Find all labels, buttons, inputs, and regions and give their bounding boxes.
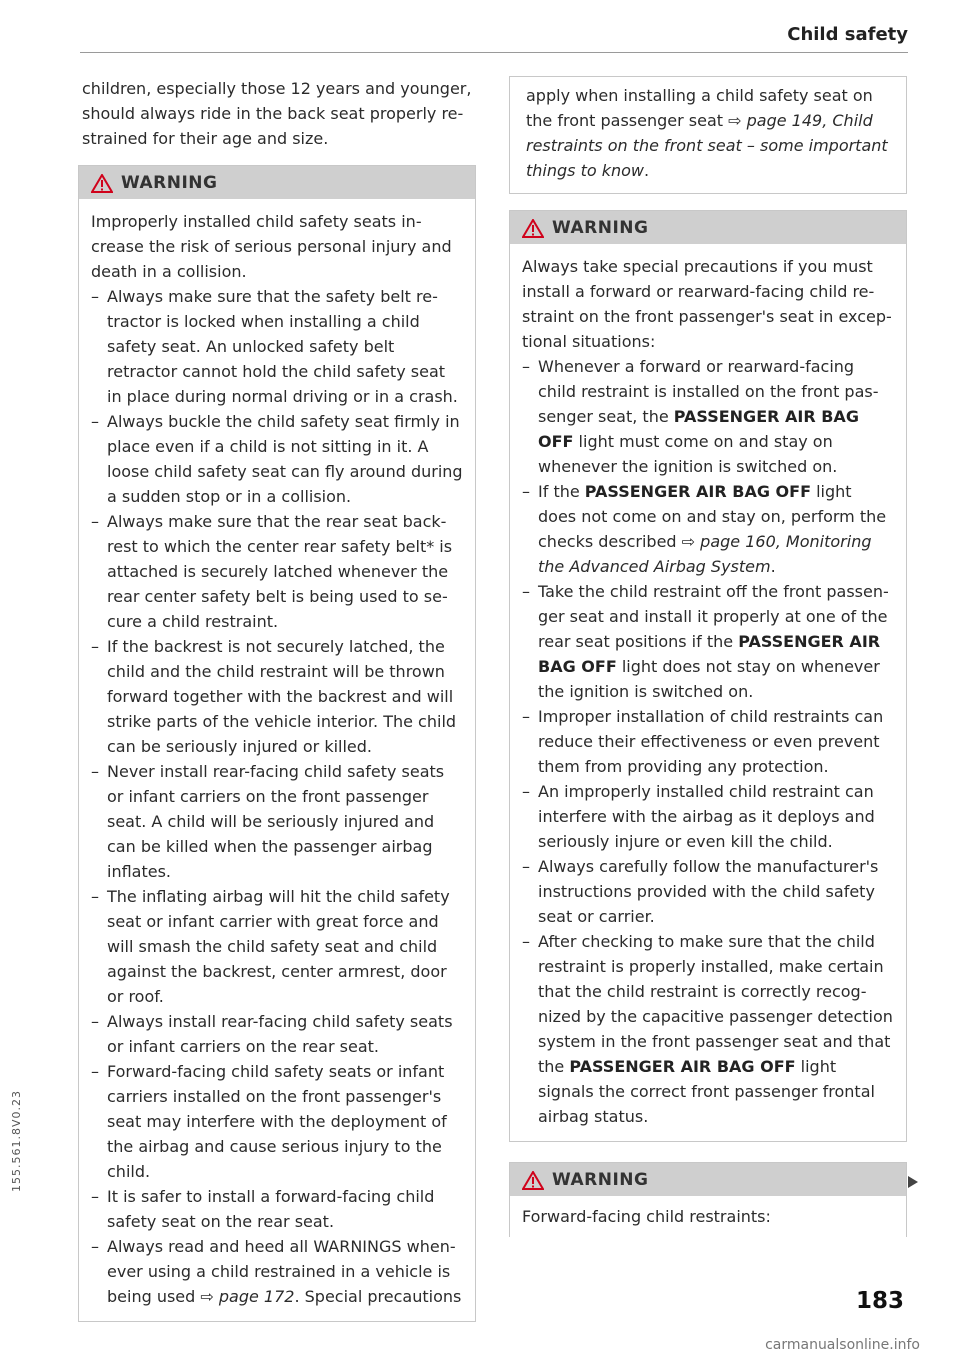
item-emphasis: PASSENGER AIR BAG OFF [538, 407, 859, 451]
warning-label: WARNING [552, 1170, 649, 1190]
watermark: carmanualsonline.info [765, 1337, 920, 1353]
item-text: . Special precautions [294, 1287, 462, 1306]
warning-lead: Forward-facing child restraints: [522, 1207, 771, 1226]
warning-header [510, 1163, 906, 1196]
header-rule [80, 52, 908, 53]
list-item: – Always carefully follow the manufacturer's instructions provided with the child safety seat or carrier. [522, 854, 894, 929]
list-item: – Improper installation of child restraints can reduce their effectiveness or even prevent them from providing any protection. [522, 704, 894, 779]
warning-label: WARNING [552, 218, 649, 238]
continue-arrow-icon [908, 1176, 918, 1188]
item-emphasis: PASSENGER AIR BAG OFF [569, 1057, 796, 1076]
warning-triangle-icon [91, 174, 113, 193]
warning-header [510, 211, 906, 244]
list-item: – Always buckle the child safety seat firmly in place even if a child is not sitting in it. A loose child safety seat can fly around during a sudden stop or in a collision. [91, 409, 463, 509]
warning-triangle-icon [522, 1171, 544, 1190]
list-item: – An improperly installed child restraint can interfere with the airbag as it deploys and seriously injure or even kill the child. [522, 779, 894, 854]
list-item: – Always make sure that the rear seat backrest to which the center rear safety belt* is attached is securely latched whenever the rear center safety belt is being used to secure a child restraint. [91, 509, 463, 634]
list-item: – Forward-facing child safety seats or infant carriers installed on the front passenger's seat may interfere with the deployment of the airbag and cause serious injury to the child. [91, 1059, 463, 1184]
page-number: 183 [855, 1288, 904, 1314]
note-text: apply when installing a child safety seat on the front passenger seat [526, 86, 873, 130]
item-text: If the [538, 482, 585, 501]
item-emphasis: PASSENGER AIR BAG OFF [584, 482, 811, 501]
item-text: light does not stay on whenever the ignition is switched on. [538, 657, 880, 701]
item-text: Take the child restraint off the front passenger seat and install it properly at one of the rear seat positions if the [538, 582, 889, 651]
warning-triangle-icon [522, 219, 544, 238]
warning-list [91, 284, 463, 1309]
item-text: light signals the correct front passenger frontal airbag status. [538, 1057, 875, 1126]
list-item [522, 929, 894, 1129]
warning-body [510, 244, 906, 1141]
list-item [522, 579, 894, 704]
list-item: – It is safer to install a forward-facing child safety seat on the rear seat. [91, 1184, 463, 1234]
list-item: – Always make sure that the safety belt retractor is locked when installing a child safety seat. An unlocked safety belt retractor cannot hold the child safety seat in place during normal driving or in a crash. [91, 284, 463, 409]
warning-label: WARNING [121, 173, 218, 193]
item-text: light does not come on and stay on, perform the checks described [538, 482, 887, 551]
list-item [522, 479, 894, 579]
page-reference-link[interactable]: ⇨ page 160, Monitoring the Advanced Airbag System [538, 532, 872, 576]
warning-box [509, 210, 907, 1142]
continued-note [509, 76, 907, 194]
page-reference-link[interactable]: ⇨ page 149, Child restraints on the front seat – some important things to know [526, 111, 888, 180]
item-text: Always read and heed all WARNINGS whenever using a child restrained in a vehicle is being used [107, 1237, 456, 1306]
warning-lead: Always take special precautions if you must install a forward or rearward-facing child restraint on the front passenger's seat in exceptional situations: [522, 257, 892, 351]
warning-body [510, 1196, 906, 1237]
warning-body [79, 199, 475, 1321]
section-title: Child safety [787, 24, 908, 45]
left-column [78, 76, 476, 1322]
item-text: Whenever a forward or rearward-facing child restraint is installed on the front passenger seat, the [538, 357, 879, 426]
warning-list [522, 354, 894, 1129]
right-column [509, 76, 907, 1237]
item-emphasis: PASSENGER AIR BAG OFF [538, 632, 881, 676]
list-item: – The inflating airbag will hit the child safety seat or infant carrier with great force and will smash the child safety seat and child against the backrest, center armrest, door or roof. [91, 884, 463, 1009]
side-document-code: 155.561.8V0.23 [10, 1090, 23, 1192]
list-item [522, 354, 894, 479]
warning-box-continued [509, 1162, 907, 1237]
warning-header [79, 166, 475, 199]
list-item: – If the backrest is not securely latched, the child and the child restraint will be thrown forward together with the backrest and will strike parts of the vehicle interior. The child can be seriously injured or killed. [91, 634, 463, 759]
list-item: – Always install rear-facing child safety seats or infant carriers on the rear seat. [91, 1009, 463, 1059]
list-item [91, 1234, 463, 1309]
warning-box [78, 165, 476, 1322]
item-text: After checking to make sure that the child restraint is properly installed, make certain that the child restraint is correctly recognized by the capacitive passenger detection system in the front passenger seat and that the [538, 932, 893, 1076]
item-text: . [770, 557, 776, 576]
intro-paragraph: children, especially those 12 years and younger, should always ride in the back seat properly restrained for their age and size. [82, 79, 472, 148]
page-reference-link[interactable]: ⇨ page 172 [200, 1287, 295, 1306]
list-item: – Never install rear-facing child safety seats or infant carriers on the front passenger seat. A child will be seriously injured and can be killed when the passenger airbag inflates. [91, 759, 463, 884]
warning-lead: Improperly installed child safety seats increase the risk of serious personal injury and death in a collision. [91, 212, 452, 281]
item-text: light must come on and stay on whenever the ignition is switched on. [538, 432, 838, 476]
note-text: . [644, 161, 650, 180]
